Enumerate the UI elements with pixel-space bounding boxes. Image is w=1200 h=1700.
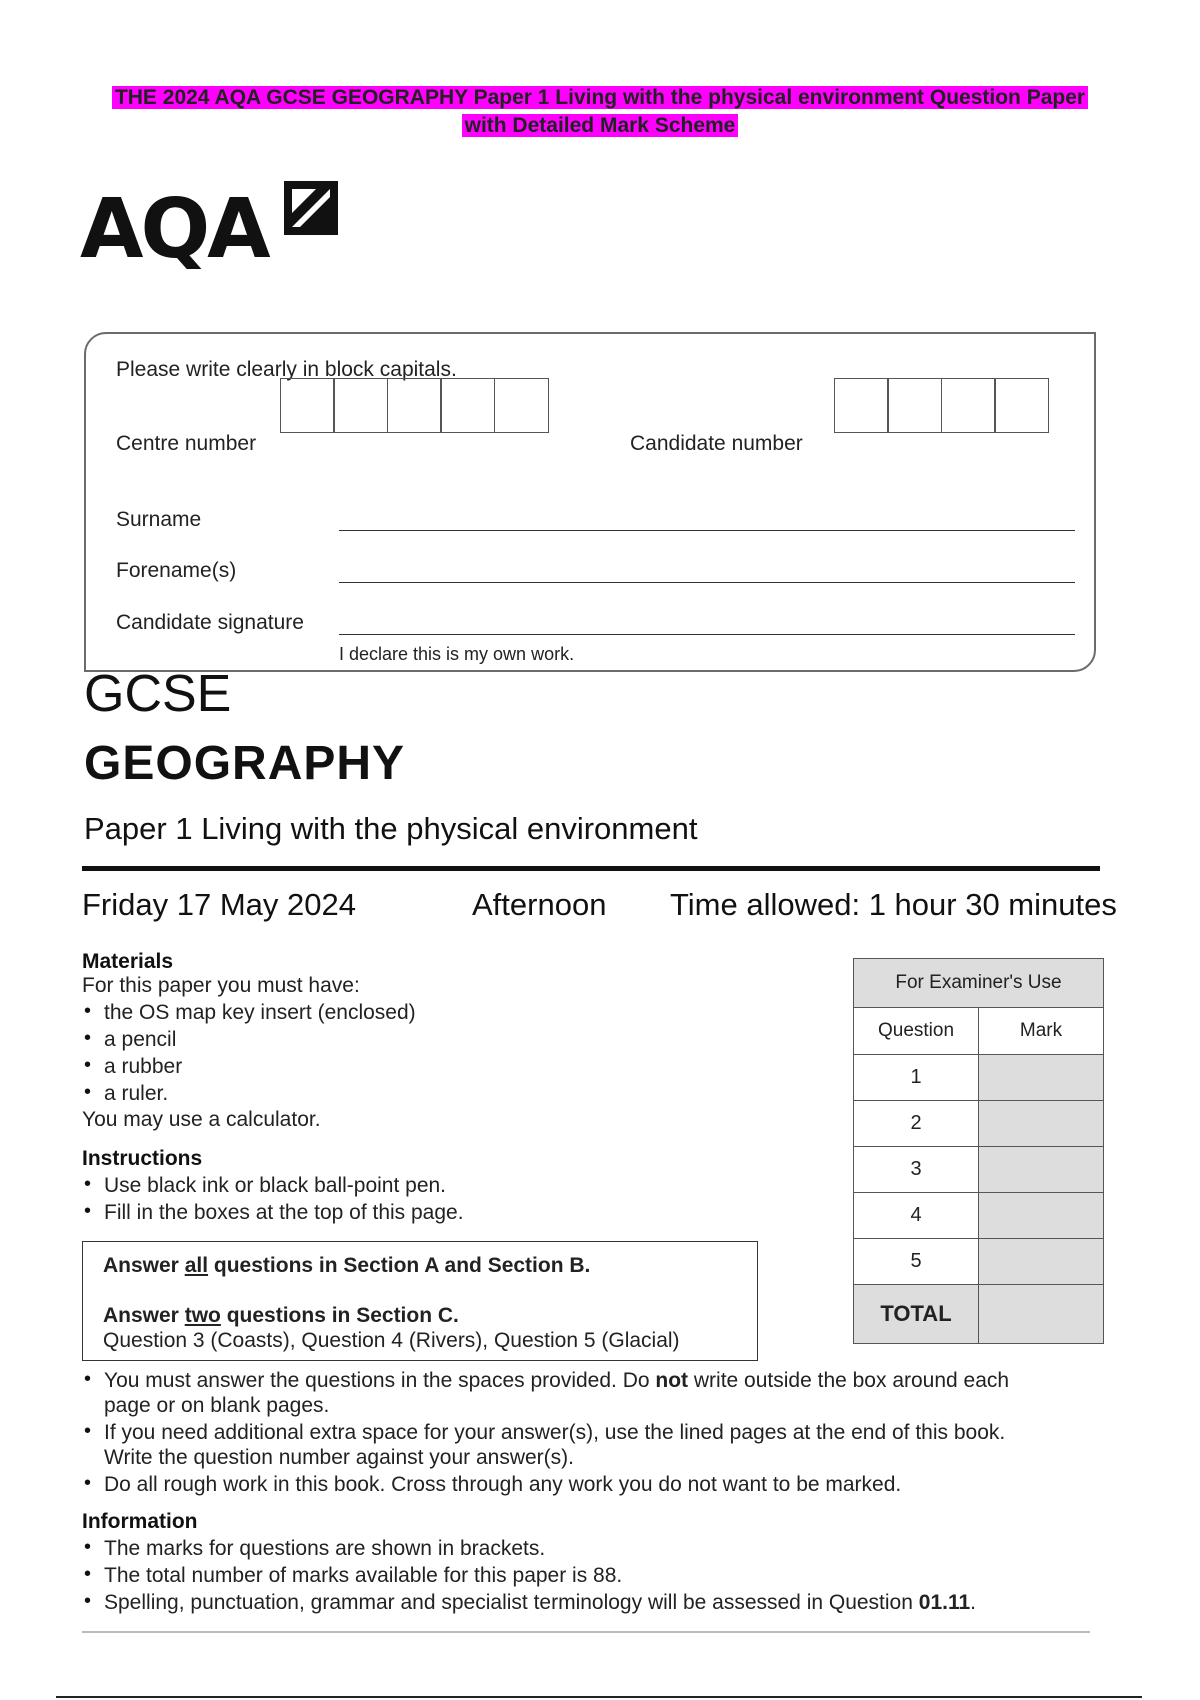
candidate-digit-box[interactable] [941,378,996,433]
banner-line-2: with Detailed Mark Scheme [462,114,739,137]
declaration-text: I declare this is my own work. [339,644,575,664]
instruction-item: Fill in the boxes at the top of this page. [104,1201,464,1224]
mark-cell[interactable] [979,1055,1104,1101]
exam-date: Friday 17 May 2024 [82,887,356,922]
instruction-item: Use black ink or black ball-point pen. [104,1174,447,1197]
materials-heading: Materials [82,950,174,973]
section-c-options: Question 3 (Coasts), Question 4 (Rivers), Question 5 (Glacial) [103,1329,680,1352]
question-number: 4 [854,1193,979,1239]
instruction-item-continued: page or on blank pages. [104,1394,330,1417]
highlighted-title-banner [0,84,1200,140]
bullet-icon: • [84,1472,92,1494]
paper-title: Paper 1 Living with the physical environment [84,811,698,846]
materials-item: a ruler. [104,1082,169,1105]
bullet-icon: • [84,1027,92,1049]
question-number: 1 [854,1055,979,1101]
centre-number-boxes [281,378,549,433]
forename-label: Forename(s) [116,559,237,582]
centre-digit-box[interactable] [280,378,335,433]
surname-label: Surname [116,508,202,531]
information-heading: Information [82,1510,198,1533]
instructions-heading: Instructions [82,1147,203,1170]
aqa-logo-text: AQA [80,182,268,277]
exam-session: Afternoon [472,887,607,922]
signature-label: Candidate signature [116,611,304,634]
mark-cell[interactable] [979,1101,1104,1147]
forename-field[interactable] [339,582,1075,583]
centre-digit-box[interactable] [494,378,549,433]
materials-item: the OS map key insert (enclosed) [104,1001,416,1024]
bullet-icon: • [84,1563,92,1585]
centre-digit-box[interactable] [440,378,495,433]
block-capitals-instruction: Please write clearly in block capitals. [116,358,457,381]
bullet-icon: • [84,1368,92,1390]
centre-digit-box[interactable] [387,378,442,433]
question-column-header: Question [854,1008,979,1055]
calculator-note: You may use a calculator. [82,1108,321,1131]
bullet-icon: • [84,1000,92,1022]
question-number: 5 [854,1239,979,1285]
table-row [854,1055,1104,1101]
page-bottom-rule [56,1696,1142,1698]
table-row [854,1101,1104,1147]
surname-field[interactable] [339,530,1075,531]
centre-number-label: Centre number [116,432,257,455]
qualification-title: GCSE [84,665,232,723]
mark-cell[interactable] [979,1147,1104,1193]
answer-two-line: Answer two questions in Section C. [103,1304,459,1327]
signature-field[interactable] [339,634,1075,635]
question-number: 3 [854,1147,979,1193]
bullet-icon: • [84,1536,92,1558]
bullet-icon: • [84,1420,92,1442]
instruction-item: If you need additional extra space for your answer(s), use the lined pages at the end of this book. [104,1421,1006,1444]
materials-intro: For this paper you must have: [82,974,360,997]
instruction-item-continued: Write the question number against your answer(s). [104,1446,574,1469]
information-item: The total number of marks available for this paper is 88. [104,1564,623,1587]
candidate-details-box [84,332,1096,672]
bullet-icon: • [84,1173,92,1195]
table-row [854,1193,1104,1239]
candidate-digit-box[interactable] [994,378,1049,433]
centre-digit-box[interactable] [333,378,388,433]
question-number: 2 [854,1101,979,1147]
subject-title: GEOGRAPHY [84,737,406,790]
mark-cell[interactable] [979,1193,1104,1239]
candidate-number-label: Candidate number [630,432,803,455]
materials-item: a rubber [104,1055,183,1078]
bullet-icon: • [84,1081,92,1103]
time-allowed: Time allowed: 1 hour 30 minutes [670,887,1117,922]
banner-line-1: THE 2024 AQA GCSE GEOGRAPHY Paper 1 Living with the physical environment Question Paper [112,86,1088,109]
candidate-digit-box[interactable] [887,378,942,433]
mark-cell[interactable] [979,1239,1104,1285]
aqa-brand-mark-icon [280,177,342,239]
table-row [854,1147,1104,1193]
information-item: The marks for questions are shown in brackets. [104,1537,546,1560]
total-row [854,1285,1104,1344]
table-row [854,1239,1104,1285]
title-divider [82,866,1100,871]
mark-column-header: Mark [979,1008,1104,1055]
candidate-digit-box[interactable] [834,378,889,433]
footer-divider [82,1631,1090,1633]
instruction-item: You must answer the questions in the spaces provided. Do not write outside the box around each [104,1369,1010,1392]
bullet-icon: • [84,1054,92,1076]
total-mark-cell[interactable] [979,1285,1104,1344]
answer-requirements-box [82,1241,758,1361]
materials-item: a pencil [104,1028,177,1051]
answer-all-line: Answer all questions in Section A and Section B. [103,1254,591,1277]
total-label: TOTAL [854,1285,979,1344]
information-item: Spelling, punctuation, grammar and specialist terminology will be assessed in Question 01.11. [104,1591,977,1614]
bullet-icon: • [84,1590,92,1612]
examiners-use-table [853,958,1104,1344]
examiners-use-heading: For Examiner's Use [854,959,1104,1008]
instruction-item: Do all rough work in this book. Cross through any work you do not want to be marked. [104,1473,902,1496]
bullet-icon: • [84,1200,92,1222]
candidate-number-boxes [835,378,1049,433]
